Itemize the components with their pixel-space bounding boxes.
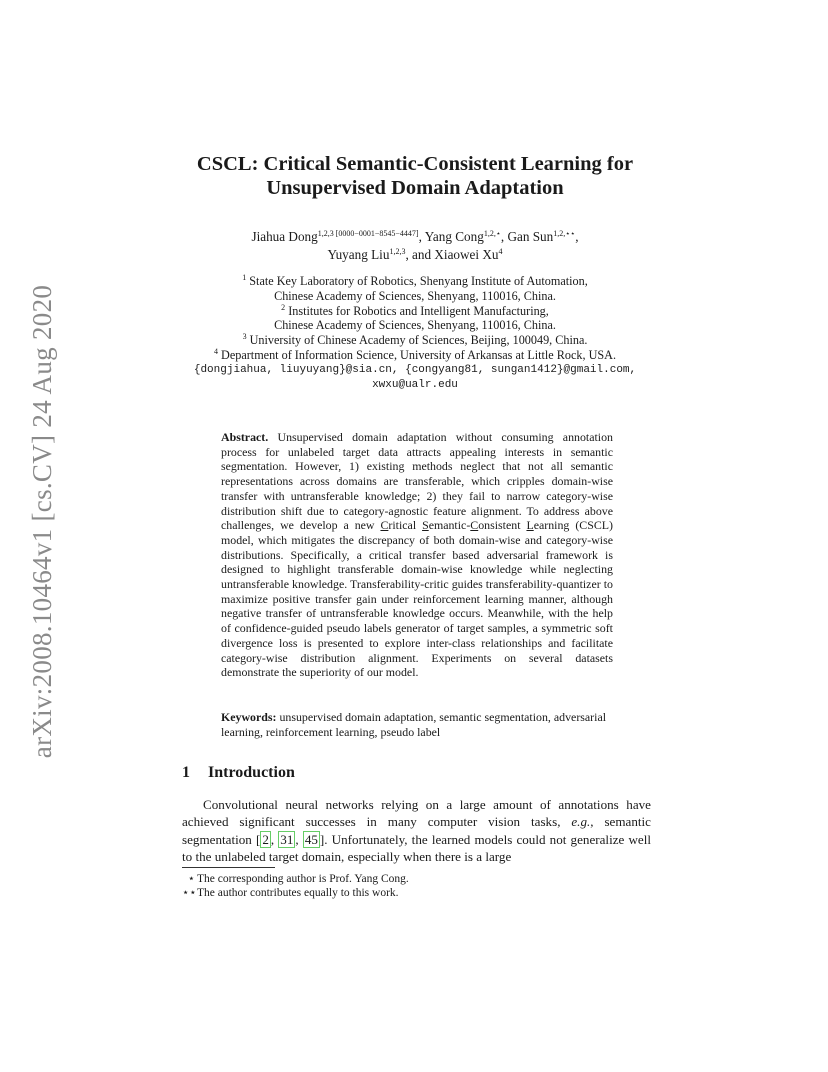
- affiliation-3: [150, 333, 680, 348]
- author-separator: , and: [405, 247, 435, 262]
- affiliation-2-cont: Chinese Academy of Sciences, Shenyang, 110016, China.: [274, 318, 556, 333]
- footnote-mark: ⋆: [187, 873, 195, 885]
- abstract: [221, 430, 613, 680]
- affiliation-number: 2: [281, 302, 286, 312]
- paper-title: [150, 152, 680, 200]
- footnote-2: [182, 886, 652, 900]
- author-line-1: [170, 228, 660, 246]
- footnote-text: The author contributes equally to this work.: [197, 887, 399, 899]
- abstract-text: emantic-: [428, 518, 471, 533]
- title-line-2: Unsupervised Domain Adaptation: [266, 177, 564, 199]
- citation-link[interactable]: 2: [262, 831, 269, 847]
- intro-emphasis: e.g.: [571, 814, 591, 830]
- author-separator: ,: [575, 229, 579, 244]
- author-affiliation-mark: 1,2,⋆⋆: [553, 229, 576, 238]
- affiliation-1: [150, 274, 680, 289]
- acronym-letter: C: [470, 518, 479, 533]
- intro-text: Convolutional neural networks relying on a large amount of annotations have achieved significant successes in many computer vision tasks,: [182, 797, 651, 830]
- section-title: Introduction: [208, 764, 295, 781]
- author-name: Yuyang Liu: [327, 247, 390, 262]
- keywords: [221, 710, 613, 739]
- affiliation-2: [150, 304, 680, 319]
- affiliation-text: University of Chinese Academy of Sciences, Beijing, 100049, China.: [249, 333, 588, 348]
- abstract-label: Abstract.: [221, 430, 269, 444]
- keywords-label: Keywords:: [221, 710, 277, 724]
- arxiv-stamp-text: arXiv:2008.10464v1 [cs.CV] 24 Aug 2020: [27, 284, 58, 758]
- email-line-2[interactable]: xwxu@ualr.edu: [372, 378, 458, 391]
- author-name: Xiaowei Xu: [434, 247, 499, 262]
- section-number: 1: [182, 764, 190, 781]
- footnote-1: [182, 872, 652, 886]
- affiliation-number: 1: [242, 273, 247, 282]
- affiliation-1-cont: Chinese Academy of Sciences, Shenyang, 110016, China.: [274, 288, 556, 303]
- title-line-1: CSCL: Critical Semantic-Consistent Learning for: [196, 153, 634, 175]
- author-name: Yang Cong: [424, 229, 484, 244]
- affiliation-number: 4: [213, 346, 218, 356]
- author-affiliation-mark: 1,2,3 [0000−0001−8545−4447]: [317, 229, 419, 238]
- citation-link[interactable]: 45: [304, 831, 318, 847]
- keywords-text: unsupervised domain adaptation, semantic segmentation, adversarial learning, reinforcement learning, pseudo label: [221, 710, 607, 739]
- affiliation-text: State Key Laboratory of Robotics, Shenyang Institute of Automation,: [249, 274, 588, 288]
- intro-paragraph: Convolutional neural networks relying on a large amount of annotations have achieved significant successes in many computer vision tasks, e.g., semantic segmentation [ 2 , 31 , 45 ]. Unfortunately, the learned models could not generalize well to the unlabeled target domain, especially when there is a large: [182, 797, 652, 865]
- intro-text: ]. Unfortunately, the learned models could not generalize well to the unlabeled target domain, especially when there is a large: [182, 831, 652, 865]
- affiliation-text: Institutes for Robotics and Intelligent Manufacturing,: [288, 303, 549, 318]
- intro-text: , semantic segmentation [: [182, 814, 651, 847]
- author-line-2: [170, 246, 660, 264]
- author-separator: ,: [500, 229, 508, 244]
- section-heading: [182, 764, 295, 782]
- author-separator: ,: [418, 229, 425, 244]
- affiliation-text: Department of Information Science, University of Arkansas at Little Rock, USA.: [221, 347, 617, 362]
- author-affiliation-mark: 1,2,⋆: [483, 229, 501, 238]
- acronym-letter: L: [526, 518, 534, 533]
- affiliation-block: [150, 274, 680, 392]
- arxiv-stamp: [22, 282, 64, 760]
- affiliation-4: [150, 348, 680, 363]
- footnote-mark: ⋆⋆: [182, 887, 197, 899]
- author-list: [170, 228, 660, 264]
- email-line-1[interactable]: {dongjiahua, liuyuyang}@sia.cn, {congyang81, sungan1412}@gmail.com,: [193, 363, 637, 376]
- footnote-rule: [182, 867, 275, 868]
- abstract-text: onsistent: [478, 518, 527, 533]
- author-affiliation-mark: 4: [498, 247, 503, 256]
- abstract-text: Unsupervised domain adaptation without consuming annotation process for unlabeled target data attracts appealing interests in semantic segmentation. However, 1) existing methods neglect that not all semantic representations across domains are transferable, which cripples domain-wise transfer with untransferable knowledge; 2) they fail to narrow category-wise distribution shift due to category-agnostic feature alignment. To address above challenges, we develop a new: [221, 430, 613, 533]
- abstract-text: earning (CSCL) model, which mitigates the discrepancy of both domain-wise and category-wise distributions. Specifically, a critical transfer based adversarial framework is designed to highlight transferable domain-wise knowledge while neglecting untransferable knowledge. Transferability-critic guides transferability-quantizer to maximize positive transfer gain under reinforcement learning manner, although negative transfer of untransferable knowledge occurs. Meanwhile, with the help of confidence-guided pseudo labels generator of target samples, a symmetric soft divergence loss is presented to explore inter-class relationships and facilitate category-wise distribution alignment. Experiments on several datasets demonstrate the superiority of our model.: [221, 518, 613, 680]
- author-affiliation-mark: 1,2,3: [389, 247, 406, 256]
- acronym-letter: S: [422, 518, 429, 533]
- author-name: Gan Sun: [507, 229, 554, 244]
- footnote-text: The corresponding author is Prof. Yang Cong.: [197, 873, 409, 885]
- abstract-text: ritical: [388, 518, 423, 533]
- affiliation-number: 3: [242, 332, 247, 342]
- citation-link[interactable]: 31: [280, 831, 294, 847]
- acronym-letter: C: [380, 518, 389, 533]
- author-name: Jiahua Dong: [251, 229, 318, 244]
